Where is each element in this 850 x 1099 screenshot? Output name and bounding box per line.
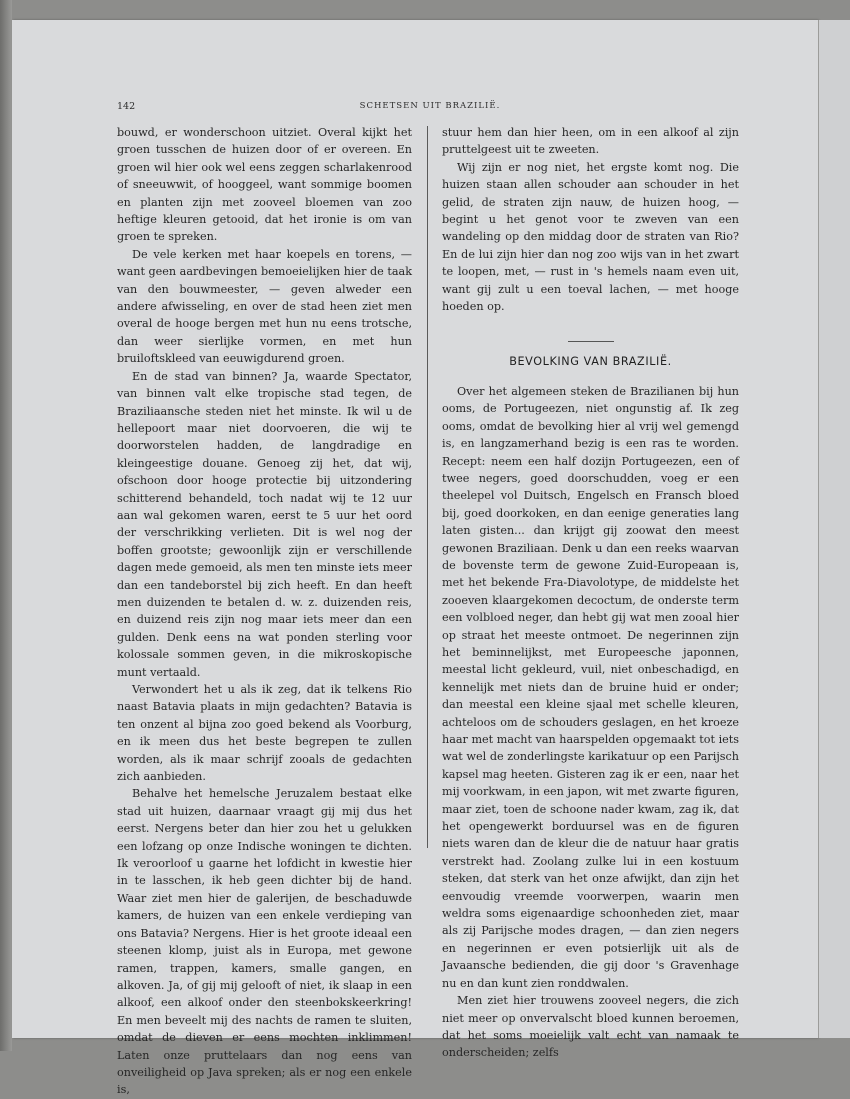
paragraph: Over het algemeen steken de Brazilianen bij hun ooms, de Portugeezen, niet ongunstig af. Ik zeg ooms, omdat de bevolking hier al vrij wel gemengd is, en langzamerhand bezig is een ras te worden. Recept: neem een half dozijn Portugeezen, een of twee negers, goed doorschudden, voeg er een theelepel vol Duitsch, Engelsch en Fransch bloed bij, goed doorkoken, en dan eenige generaties lang laten gisten... dan krijgt gij zoowat den meest gewonen Braziliaan. Denk u dan een reeks waarvan de bovenste term de gewone Zuid-Europeaan is, met het bekende Fra-Diavolotype, de middelste het zooeven klaargekomen decoctum, de onderste term een volbloed neger, dan hebt gij wat men zooal hier op straat het meeste ontmoet. De negerinnen zijn het beminnelijkst, met Europeesche japonnen, meestal licht gekleurd, vuil, niet onbeschadigd, en kennelijk met niets dan de bruine huid er onder; dan meestal een kleine sjaal met schelle kleuren, achteloos om de schouders geslagen, en het kroeze haar met macht van haarspelden opgemaakt tot iets wat wel de zonderlingste karikatuur op een Parijsch kapsel mag heeten. Gisteren zag ik er een, naar het mij voorkwam, in een japon, wit met zwarte figuren, maar ziet, toen de schoone nader kwam, zag ik, dat het opengewerkt borduursel was en de figuren niets waren dan de kleur die de natuur haar gratis verstrekt had. Zoolang zulke lui in een kostuum steken, dat sterk van het onze afwijkt, dan zijn het eenvoudig vreemde voorwerpen, waarin men weldra soms eigenaardige schoonheden ziet, maar als zij Parijsche modes dragen, — dan zien negers en negerinnen er even potsierlijk uit als de Javaansche bedienden, die gij door 's Gravenhage nu en dan kunt zien ronddwalen.: [442, 384, 739, 990]
paragraph: Verwondert het u als ik zeg, dat ik telkens Rio naast Batavia plaats in mijn gedachten? Batavia is ten onzent al bijna zoo goed bekend als Voorburg, en ik meen dus het beste begrepen te zullen worden, als ik maar schrijf zooals de gedachten zich aanbieden.: [117, 683, 412, 784]
paragraph: Wij zijn er nog niet, het ergste komt nog. Die huizen staan allen schouder aan schouder in het gelid, de straten zijn nauw, de huizen hoog, — begint u het genot voor te zweven van een wandeling op den middag door de straten van Rio? En de lui zijn hier dan nog zoo wijs van in het zwart te loopen, met, — rust in 's hemels naam even uit, want gij zult u een toeval lachen, — met hooge hoeden op.: [442, 160, 739, 314]
page-number: 142: [117, 101, 136, 112]
left-column: [117, 124, 412, 1099]
paragraph: bouwd, er wonderschoon uitziet. Overal kijkt het groen tusschen de huizen door of er overeen. En groen wil hier ook wel eens zeggen scharlakenrood of sneeuwwit, of hooggeel, want sommige boomen en planten zijn met zooveel bloemen van zoo heftige kleuren getooid, dat het ironie is om van groen te spreken.: [117, 126, 412, 244]
scan-edge: [0, 0, 12, 1051]
section-title: BEVOLKING VAN BRAZILIË.: [509, 355, 672, 369]
column-rule: [427, 126, 428, 848]
paragraph: stuur hem dan hier heen, om in een alkoof al zijn pruttelgeest uit te zweeten.: [442, 126, 739, 157]
paragraph: Men ziet hier trouwens zooveel negers, die zich niet meer op onvervalscht bloed kunnen beroemen, dat het soms moeielijk valt echt van namaak te onderscheiden; zelfs: [442, 994, 739, 1060]
paragraph: Behalve het hemelsche Jeruzalem bestaat elke stad uit huizen, daarnaar vraagt gij mij dus het eerst. Nergens beter dan hier zou het u gelukken een lofzang op onze Indische woningen te dichten. Ik veroorloof u gaarne het lofdicht in kwestie hier in te lasschen, ik heb geen dichter bij de hand. Waar ziet men hier de galerijen, de beschaduwde kamers, de huizen van een enkele verdieping van ons Batavia? Nergens. Hier is het groote ideaal een steenen klomp, juist als in Europa, met gewone ramen, trappen, kamers, smalle gangen, en alkoven. Ja, of gij mij gelooft of niet, ik slaap in een alkoof, een alkoof onder den steenbokskeerkring! En men beveelt mij des nachts de ramen te sluiten, omdat de dieven er eens mochten inklimmen! Laten onze pruttelaars dan nog eens van onveiligheid op Java spreken; als er nog een enkele is,: [117, 787, 412, 1097]
section-divider: [568, 341, 614, 342]
running-title: SCHETSEN UIT BRAZILIË.: [359, 101, 501, 111]
right-column: [442, 124, 739, 1062]
paragraph: De vele kerken met haar koepels en torens, — want geen aardbevingen bemoeielijken hier de taak van den bouwmeester, — geven alweder een andere afwisseling, en over de stad heen ziet men overal de hooge bergen met hun nu eens trotsche, dan weer sierlijke vormen, en met hun bruiloftskleed van eeuwigdurend groen.: [117, 247, 412, 366]
adjacent-page-edge: [818, 20, 850, 1038]
paragraph: En de stad van binnen? Ja, waarde Spectator, van binnen valt elke tropische stad tegen, de Braziliaansche steden niet het minste. Ik wil u de hellepoort maar niet doorvoeren, die wij te doorworstelen hadden, de langdradige en kleingeestige douane. Genoeg zij het, dat wij, ofschoon door hooge protectie bij uitzondering schitterend behandeld, toch nadat wij te 12 uur aan wal gekomen waren, eerst te 5 uur het oord der verschrikking verlieten. Dit is wel nog der boffen grootste; gewoonlijk zijn er verschillende dagen mede gemoeid, als men ten minste iets meer dan een tandeborstel bij zich heeft. En dan heeft men duizenden te betalen d. w. z. duizenden reis, en duizend reis zijn nog maar iets meer dan een gulden. Denk eens na wat ponden sterling voor kolossale sommen geven, in die mikroskopische munt vertaald.: [117, 369, 412, 679]
running-head: [117, 101, 743, 115]
